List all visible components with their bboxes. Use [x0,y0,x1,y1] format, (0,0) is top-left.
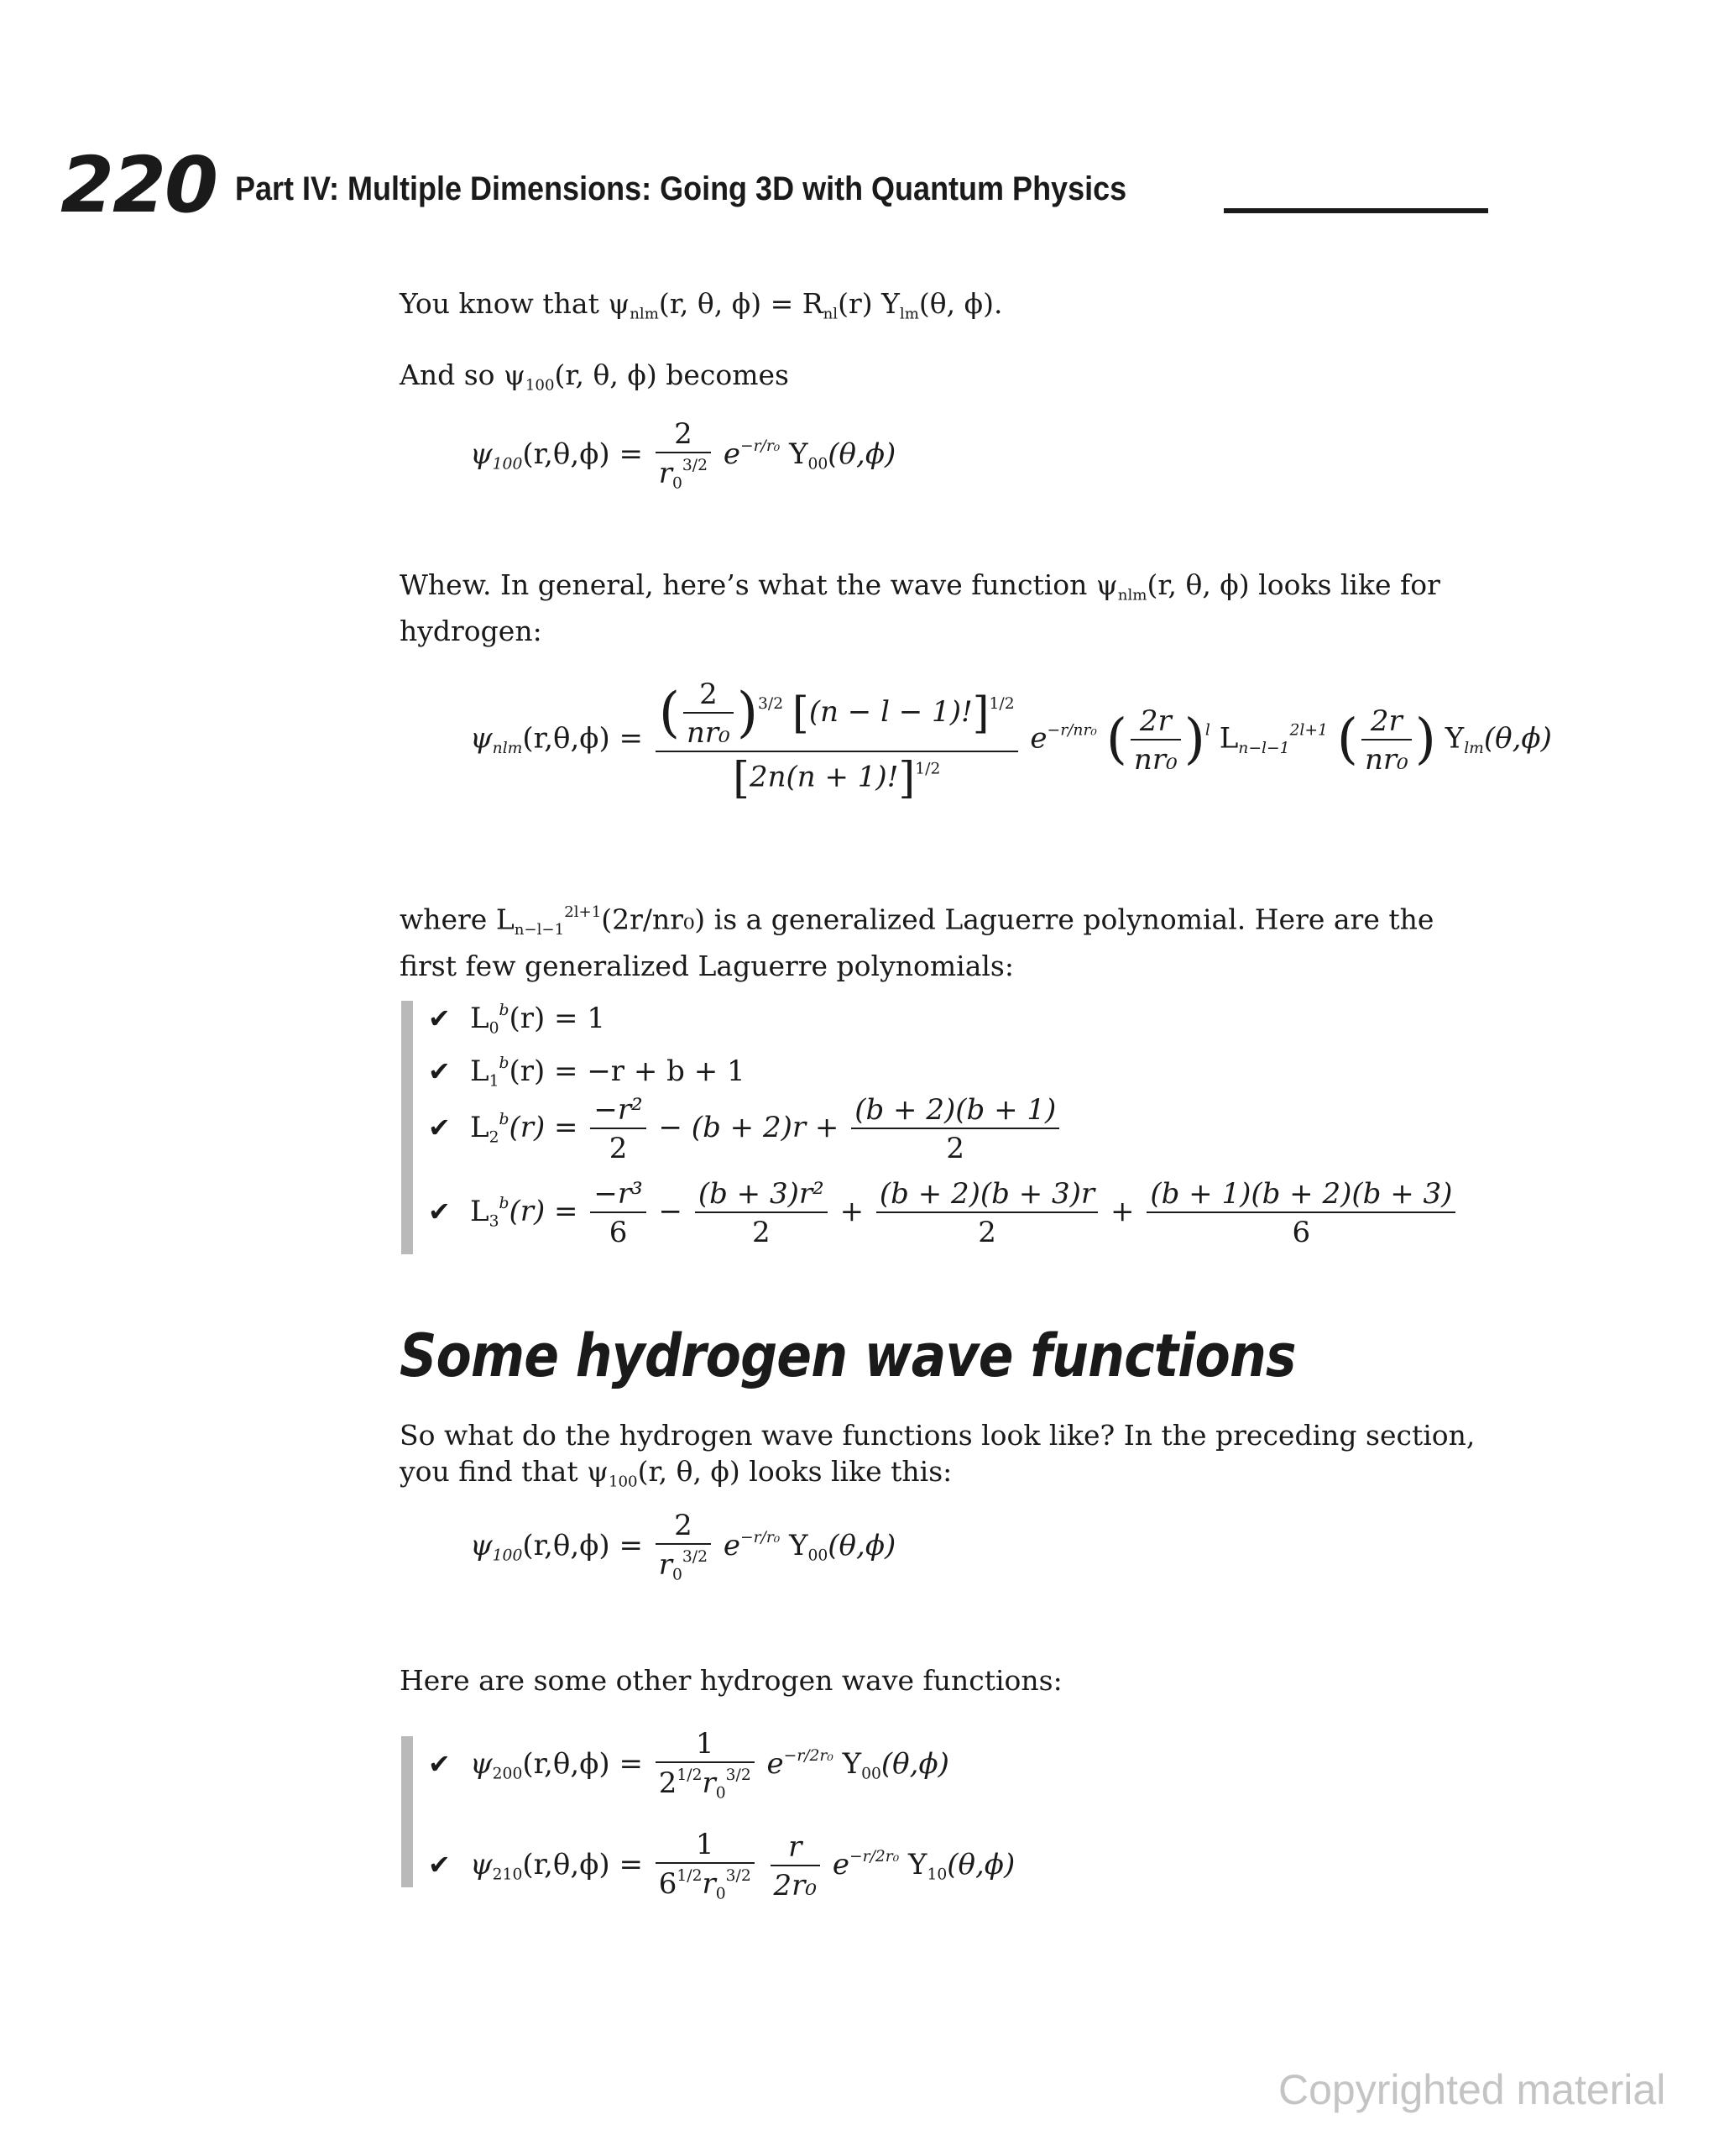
equation-psi100: $\psi_{100}(r,\theta,\phi)$ = $\frac{2}{r_0^{3/2}}$ $e^{-r/r_0}$ $Y_{00}(\theta,\phi)$ [470,417,896,493]
checkmark-icon: ✔ [428,1112,451,1143]
page-number: 220 [60,140,217,230]
header-rule [1224,208,1488,213]
paragraph-general-wavefunction: Whew. In general, here’s what the wave function $\psi_{nlm}(r$, θ, ϕ) looks like for hydrogen: [400,568,1440,648]
list-sidebar-bar [401,1736,413,1887]
checkmark-icon: ✔ [428,1748,451,1781]
paragraph-wavefunction-definition: You know that $\psi_{nlm}(r$, θ, $\phi) = R_{nl}(r)$ $Y_{lm}(\theta$, ϕ). [400,287,1003,323]
equation-general-wavefunction: $\psi_{nlm}(r,\theta,\phi)$ = ( $\frac{2}{\text{nr₀}}$ )$^{3/2}$ $[(n - l - 1)!]^{1/2}$ $[2n(n + 1)!]^{1/2}$ $e^{-r/nr_0}$ ( $\frac{2r}{\text{nr₀}}$ )$^l$ $L_{n-l-1}^{2l+1}$ ( $\frac{2r}{\text{nr₀}}$ ) $Y_{lm}(\theta,\phi)$ [470,678,1552,803]
checkmark-icon: ✔ [428,1054,451,1087]
checkmark-icon: ✔ [428,1849,451,1881]
paragraph-and-so: And so $\psi_{100}(r$, θ, ϕ) becomes [400,358,789,395]
laguerre-l2: ✔ $L_2^b(r)$ = $\frac{\text{−r²}}{2}$ − (b + 2)r + $\frac{(b + 2)(b + 1)}{2}$ [428,1096,1063,1163]
equation-psi200: ✔ $\psi_{200}(r,\theta,\phi)$ = $\frac{1}{2^{1/2}r_0^{3/2}}$ $e^{-r/2r_0}$ $Y_{00}(\theta,\phi)$ [428,1727,949,1803]
equation-psi210: ✔ $\psi_{210}(r,\theta,\phi)$ = $\frac{1}{6^{1/2}r_0^{3/2}}$ $\frac{r}{\text{2r₀}}$ $e^{-r/2r_0}$ $Y_{10}(\theta,\phi)$ [428,1828,1016,1903]
checkmark-icon: ✔ [428,1002,451,1034]
laguerre-l1: ✔ $L_1^b(r) = -r + b + 1$ [428,1054,745,1091]
checkmark-icon: ✔ [428,1196,451,1227]
paragraph-laguerre-intro: where $L_{n-l-1}^{2l+1}(2r/nr_0)$ is a generalized Laguerre polynomial. Here are the first few generalized Laguerre polynomials: [400,903,1434,982]
running-head: Part IV: Multiple Dimensions: Going 3D with Quantum Physics [235,170,1127,207]
laguerre-l0: ✔ $L_0^b(r) = 1$ [428,1001,605,1038]
copyright-watermark: Copyrighted material [1278,2066,1666,2113]
section-heading: Some hydrogen wave functions [400,1321,1296,1390]
laguerre-l3: ✔ $L_3^b(r)$ = $\frac{\text{−r³}}{6}$ − $\frac{\text{(b + 3)r²}}{2}$ + $\frac{(b + 2)(b + 3)r}{2}$ + $\frac{(b + 1)(b + 2)(b + 3)}{6}$ [428,1180,1459,1247]
equation-psi100-repeat: $\psi_{100}(r,\theta,\phi)$ = $\frac{2}{r_0^{3/2}}$ $e^{-r/r_0}$ $Y_{00}(\theta,\phi)$ [470,1509,896,1584]
paragraph-other-wavefunctions: Here are some other hydrogen wave functions: [400,1664,1063,1697]
paragraph-section-intro: So what do the hydrogen wave functions look like? In the preceding section, you find that $\psi_{100}(r$, θ, ϕ) looks like this: [400,1419,1476,1491]
list-sidebar-bar [401,1001,413,1254]
